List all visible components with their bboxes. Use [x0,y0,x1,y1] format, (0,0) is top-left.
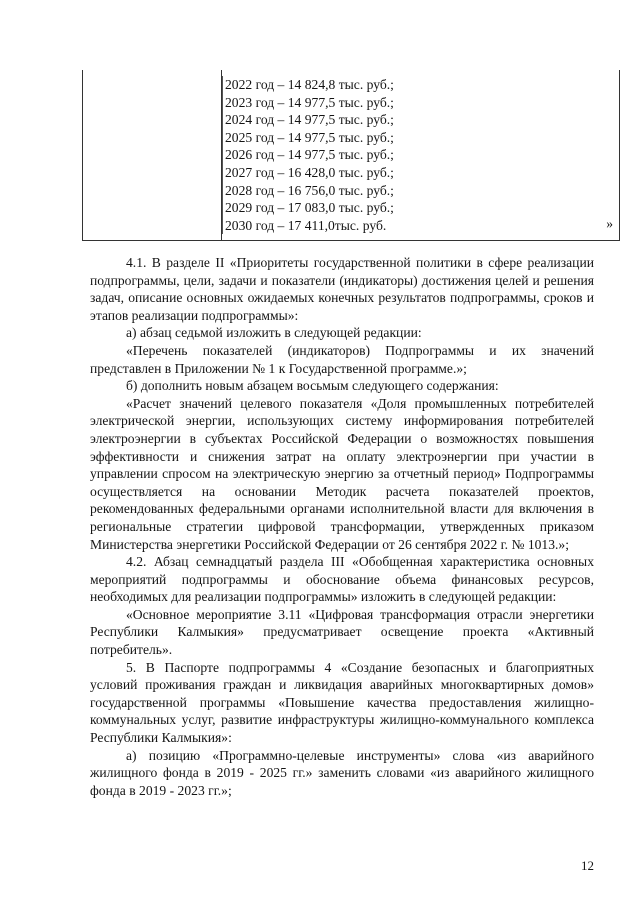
funding-table-fragment [82,70,620,241]
funding-list [224,76,394,234]
paragraph-5-item-a: а) позицию «Программно-целевые инструменты» слова «из аварийного жилищного фонда в 2019 - 2025 гг.» заменить словами «из аварийного жилищного фонда в 2019 - 2023 гг.»; [90,747,594,798]
document-body [90,254,594,799]
funding-row: 2027 год – 16 428,0 тыс. руб.; [222,164,394,182]
funding-row: 2022 год – 14 824,8 тыс. руб.; [222,76,394,94]
funding-row: 2030 год – 17 411,0тыс. руб. [222,217,394,235]
funding-row: 2025 год – 14 977,5 тыс. руб.; [222,129,394,147]
funding-row: 2029 год – 17 083,0 тыс. руб.; [222,199,394,217]
page-number: 12 [581,858,594,873]
funding-row: 2023 год – 14 977,5 тыс. руб.; [222,94,394,112]
funding-row: 2028 год – 16 756,0 тыс. руб.; [222,182,394,200]
closing-quote: » [606,216,613,231]
paragraph-4-2: 4.2. Абзац семнадцатый раздела III «Обобщенная характеристика основных мероприятий подпрограммы и обоснование объема финансовых ресурсов, необходимых для реализации подпрограммы» изложить в следующей редакции: [90,554,594,605]
paragraph-item-b: б) дополнить новым абзацем восьмым следующего содержания: [126,378,499,394]
paragraph-4-1: 4.1. В разделе II «Приоритеты государственной политики в сфере реализации подпрограммы, цели, задачи и показатели (индикаторы) достижения целей и решения задач, описание основных ожидаемых конечных результатов подпрограммы, сроков и этапов реализации подпрограммы»: [90,255,594,323]
paragraph-5: 5. В Паспорте подпрограммы 4 «Создание безопасных и благоприятных условий проживания граждан и ликвидация аварийных многоквартирных домов» государственной программы «Повышение качества предоставления жилищно-коммунальных услуг, развитие инфраструктуры жилищно-коммунального комплекса Республики Калмыкия»: [90,659,594,746]
paragraph-item-a: а) абзац седьмой изложить в следующей редакции: [126,325,422,341]
paragraph-quote-calculation: «Расчет значений целевого показателя «Доля промышленных потребителей электрической энергии, использующих систему информирования потребителей электроэнергии в субъектах Российской Федерации о возможностях повышения эффективности и снижения затрат на оплату электроэнергии при участии в управлении спросом на электрическую энергию за отчетный период» Подпрограммы осуществляется на основании Методик расчета показателей проектов, рекомендованных федеральными органами исполнительной власти для включения в региональные стратегии цифровой трансформации, утвержденных приказом Министерства энергетики Российской Федерации от 26 сентября 2022 г. № 1013.»; [90,395,594,552]
paragraph-quote-indicators: «Перечень показателей (индикаторов) Подпрограммы и их значений представлен в Приложении № 1 к Государственной программе.»; [90,342,594,376]
funding-row: 2026 год – 14 977,5 тыс. руб.; [222,146,394,164]
funding-row: 2024 год – 14 977,5 тыс. руб.; [222,111,394,129]
paragraph-quote-measure: «Основное мероприятие 3.11 «Цифровая трансформация отрасли энергетики Республики Калмыкия» предусматривает освещение проекта «Активный потребитель». [90,606,594,658]
